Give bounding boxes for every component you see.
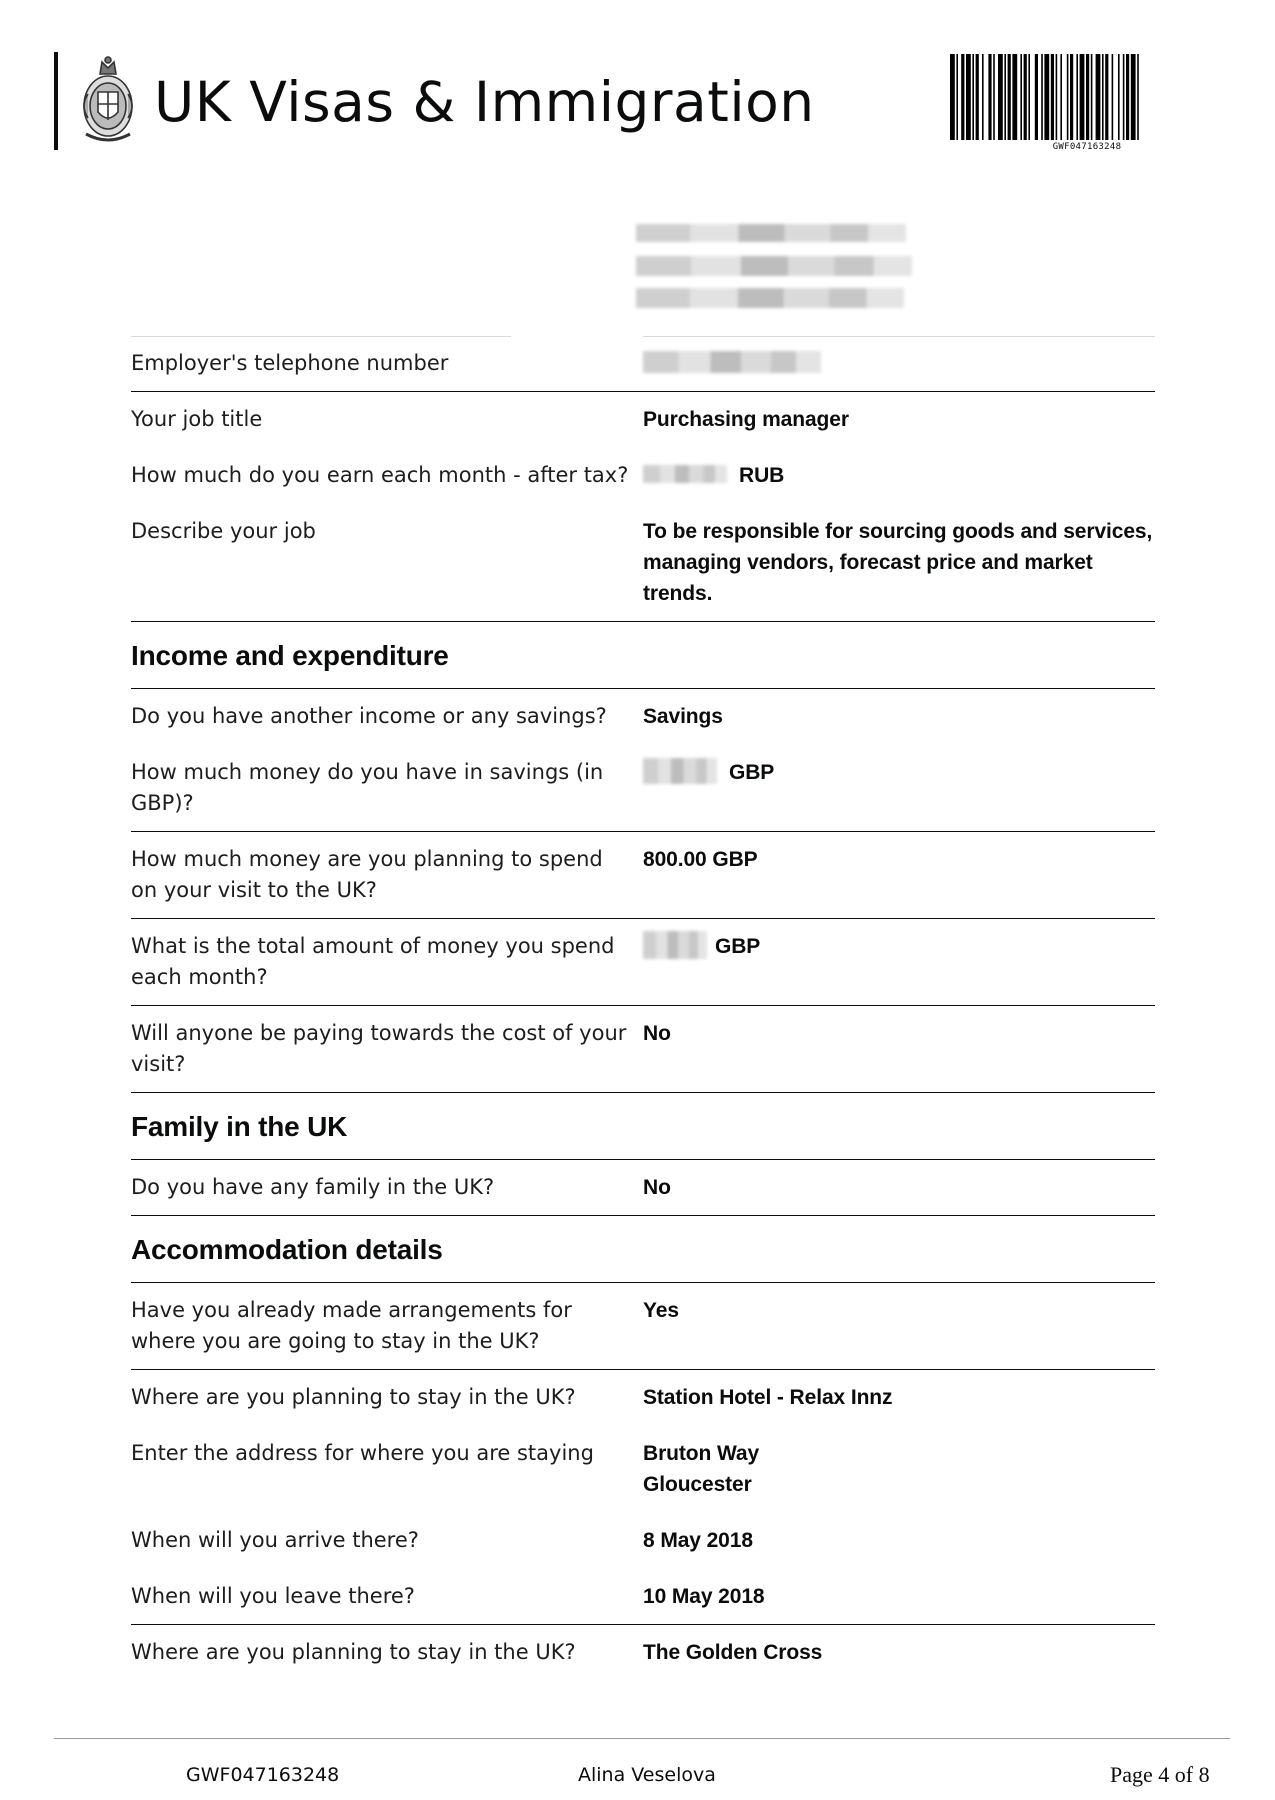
barcode <box>950 54 1224 144</box>
currency: GBP <box>715 935 761 958</box>
barcode-bar <box>1041 54 1043 140</box>
form-row <box>131 1513 1155 1569</box>
form-row <box>131 919 1155 1006</box>
barcode-bar <box>1012 54 1017 140</box>
brand-title: UK Visas & Immigration <box>154 70 815 134</box>
barcode-bar <box>993 54 995 140</box>
barcode-bar <box>1137 54 1139 140</box>
form-row <box>131 689 1155 745</box>
question: How much do you earn each month - after tax? <box>131 463 629 487</box>
answer: No <box>643 1022 671 1045</box>
barcode-bar <box>961 54 964 140</box>
barcode-number: GWF047163248 <box>1052 142 1122 152</box>
answer: Purchasing manager <box>643 408 849 431</box>
footer-applicant-name: Alina Veselova <box>578 1764 716 1786</box>
answer: 10 May 2018 <box>643 1585 765 1608</box>
address-line-2: Gloucester <box>643 1473 752 1496</box>
redacted-employer-address-line-1 <box>636 224 906 242</box>
question: What is the total amount of money you spend each month? <box>131 934 615 989</box>
form-row <box>131 745 1155 832</box>
form-row <box>131 1625 1155 1680</box>
redacted-employer-address-line-2 <box>636 256 912 276</box>
barcode-bar <box>988 54 991 140</box>
answer <box>643 1426 1155 1512</box>
barcode-bar <box>1035 54 1038 140</box>
barcode-bar <box>1060 54 1062 140</box>
form-row <box>131 392 1155 448</box>
question: Enter the address for where you are staying <box>131 1441 594 1465</box>
currency: RUB <box>739 464 785 487</box>
barcode-bar <box>1105 54 1108 140</box>
redacted-amount <box>643 758 717 784</box>
barcode-bar <box>1126 54 1129 140</box>
question: Describe your job <box>131 519 316 543</box>
question: Do you have any family in the UK? <box>131 1175 495 1199</box>
question: Where are you planning to stay in the UK? <box>131 1640 576 1664</box>
barcode-bar <box>1112 54 1114 140</box>
barcode-bar <box>1102 54 1104 140</box>
barcode-bar <box>966 54 971 140</box>
answer: Yes <box>643 1299 679 1322</box>
answer <box>643 919 1155 1005</box>
answer <box>643 448 1155 503</box>
barcode-bar <box>950 54 955 140</box>
barcode-bar <box>1086 54 1089 140</box>
form-row <box>131 1006 1155 1093</box>
answer: 8 May 2018 <box>643 1529 753 1552</box>
question: When will you leave there? <box>131 1584 415 1608</box>
barcode-bar <box>1028 54 1030 140</box>
barcode-bar <box>1096 54 1101 140</box>
barcode-bar <box>1123 54 1125 140</box>
question: How much money are you planning to spend on your visit to the UK? <box>131 847 603 902</box>
barcode-bar <box>1004 54 1006 140</box>
footer-divider <box>54 1738 1230 1739</box>
brand-bar <box>54 52 58 150</box>
barcode-bar <box>976 54 979 140</box>
barcode-bar <box>972 54 974 140</box>
answer <box>643 336 1155 391</box>
answer: Station Hotel - Relax Innz <box>643 1386 893 1409</box>
answer: No <box>643 1176 671 1199</box>
barcode-bar <box>1067 54 1069 140</box>
barcode-bar <box>1024 54 1027 140</box>
form-row <box>131 1283 1155 1370</box>
redacted-employer-address-line-3 <box>636 288 904 308</box>
form-row <box>131 1370 1155 1426</box>
page-header <box>54 52 1224 152</box>
barcode-bar <box>1051 54 1054 140</box>
royal-crest-icon <box>78 54 138 150</box>
barcode-bar <box>1070 54 1073 140</box>
barcode-bar <box>1008 54 1011 140</box>
barcode-bar <box>1118 54 1120 140</box>
form-row <box>131 1569 1155 1625</box>
form-row <box>131 504 1155 622</box>
barcode-bar <box>982 54 984 140</box>
answer: Savings <box>643 705 723 728</box>
barcode-bar <box>956 54 958 140</box>
answer: 800.00 GBP <box>643 848 758 871</box>
barcode-bar <box>1131 54 1136 140</box>
barcode-bar <box>998 54 1003 140</box>
question: When will you arrive there? <box>131 1528 419 1552</box>
barcode-bar <box>1080 54 1085 140</box>
barcode-bar <box>1044 54 1049 140</box>
question: Do you have another income or any savings? <box>131 704 607 728</box>
footer-page-number: Page 4 of 8 <box>1110 1762 1210 1787</box>
section-heading-family: Family in the UK <box>131 1093 1155 1160</box>
question: Have you already made arrangements for where you are going to stay in the UK? <box>131 1298 572 1353</box>
question: Your job title <box>131 407 263 431</box>
question: Employer's telephone number <box>131 351 449 375</box>
barcode-bar <box>1076 54 1078 140</box>
section-heading-accommodation: Accommodation details <box>131 1216 1155 1283</box>
answer: To be responsible for sourcing goods and services, managing vendors, forecast price and market trends. <box>643 520 1153 605</box>
form-row <box>131 336 1155 392</box>
barcode-bar <box>1056 54 1058 140</box>
question: How much money do you have in savings (in GBP)? <box>131 760 604 815</box>
question: Will anyone be paying towards the cost of your visit? <box>131 1021 627 1076</box>
form-row <box>131 832 1155 919</box>
redacted-amount <box>643 465 727 483</box>
form-row <box>131 1160 1155 1216</box>
redacted-amount <box>643 931 707 959</box>
footer-reference: GWF047163248 <box>186 1764 340 1786</box>
barcode-bar <box>1091 54 1093 140</box>
answer: The Golden Cross <box>643 1641 823 1664</box>
question: Where are you planning to stay in the UK? <box>131 1385 576 1409</box>
section-heading-income: Income and expenditure <box>131 622 1155 689</box>
currency: GBP <box>729 761 775 784</box>
form-row <box>131 448 1155 504</box>
redacted-phone-number <box>643 351 821 373</box>
application-form <box>131 336 1155 1680</box>
form-row <box>131 1426 1155 1513</box>
barcode-bar <box>1020 54 1022 140</box>
answer <box>643 745 1155 831</box>
address-line-1: Bruton Way <box>643 1442 760 1465</box>
